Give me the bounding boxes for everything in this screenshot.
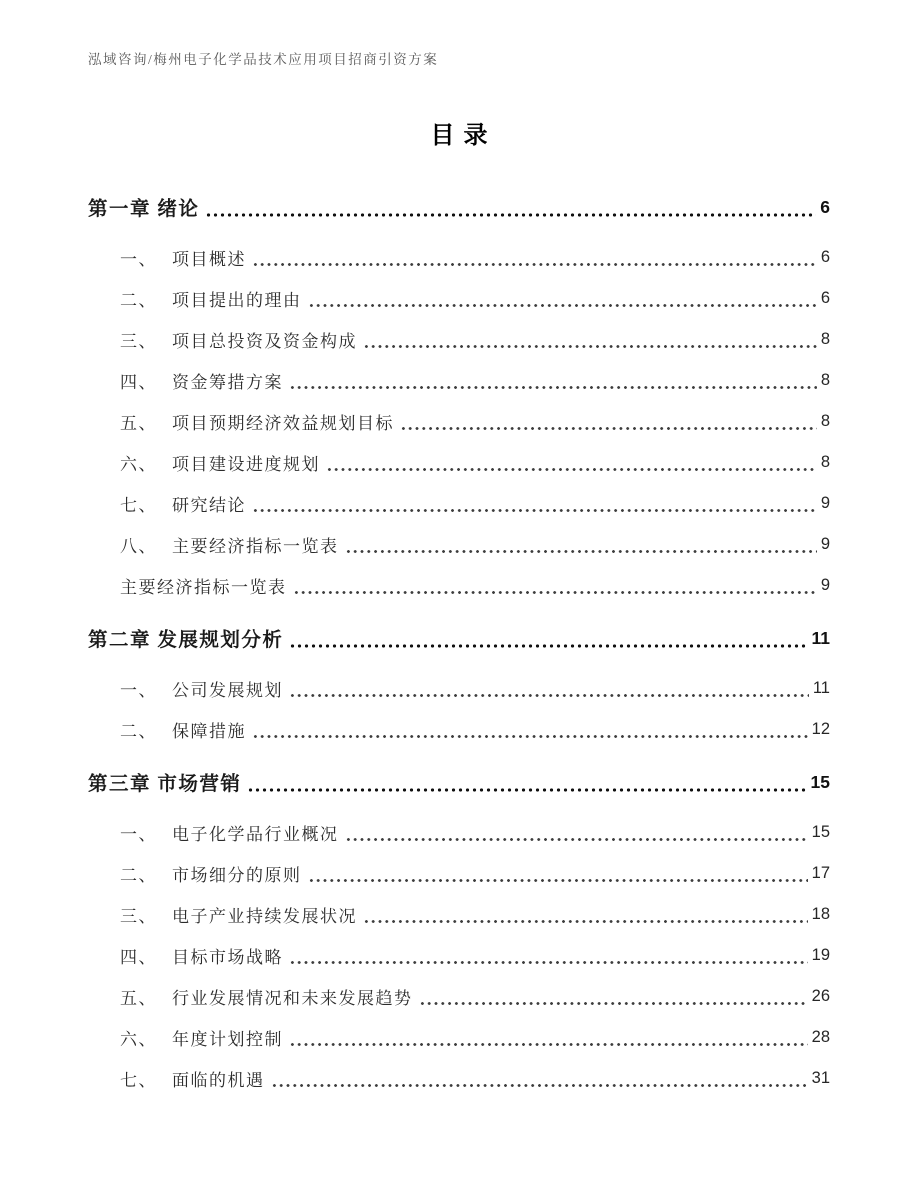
toc-item-label: 研究结论 [172,496,246,515]
dot-leader [308,879,808,882]
dot-leader [252,509,817,512]
dot-leader [400,427,817,430]
toc-item-page: 6 [820,248,830,266]
toc-chapter-row[interactable] [88,612,830,664]
toc-item-label: 保障措施 [172,722,246,741]
toc-chapter-row[interactable] [88,181,830,233]
toc-item-number: 四、 [120,948,157,967]
toc-chapter-label: 第一章 绪论 [88,199,200,220]
toc-item-page: 6 [820,289,830,307]
toc-item-label: 项目总投资及资金构成 [172,332,357,351]
toc-item-number: 五、 [120,414,157,433]
toc-item-row[interactable] [88,668,830,709]
toc-item-label: 行业发展情况和未来发展趋势 [172,989,413,1008]
dot-leader [326,468,817,471]
toc-item-label: 年度计划控制 [172,1030,283,1049]
toc-item-row[interactable] [88,1058,830,1099]
toc-item-row[interactable] [88,709,830,750]
toc-item-row[interactable] [88,565,830,606]
toc-item-row[interactable] [88,976,830,1017]
toc-item-number: 七、 [120,1071,157,1090]
toc-item-label: 主要经济指标一览表 [120,578,287,597]
toc-item-number: 二、 [120,722,157,741]
toc-item-row[interactable] [88,401,830,442]
toc-item-label: 项目概述 [172,250,246,269]
toc-item-row[interactable] [88,935,830,976]
toc-item-label: 电子化学品行业概况 [172,825,339,844]
toc-item-row[interactable] [88,483,830,524]
toc-item-number: 六、 [120,455,157,474]
dot-leader [363,345,817,348]
toc-item-label: 市场细分的原则 [172,866,302,885]
dot-leader [419,1002,808,1005]
toc-item-page: 15 [811,823,830,841]
toc-item-row[interactable] [88,894,830,935]
toc-item-number: 八、 [120,537,157,556]
toc-chapter-page: 15 [810,771,830,792]
toc-item-page: 8 [820,453,830,471]
dot-leader [293,591,817,594]
document-header: 泓域咨询/梅州电子化学品技术应用项目招商引资方案 [88,52,439,67]
toc-chapter-label: 第三章 市场营销 [88,774,242,795]
dot-leader [289,644,807,648]
toc-item-row[interactable] [88,853,830,894]
toc-item-number: 六、 [120,1030,157,1049]
toc-item-row[interactable] [88,524,830,565]
toc-item-label: 电子产业持续发展状况 [172,907,357,926]
toc-item-page: 9 [820,494,830,512]
toc-item-row[interactable] [88,278,830,319]
toc-item-page: 31 [811,1069,830,1087]
toc-item-row[interactable] [88,1017,830,1058]
dot-leader [345,838,808,841]
toc-item-label: 面临的机遇 [172,1071,265,1090]
toc-item-page: 28 [811,1028,830,1046]
toc-item-page: 11 [812,679,830,697]
toc-item-label: 资金筹措方案 [172,373,283,392]
toc-item-number: 二、 [120,291,157,310]
toc-chapter-row[interactable] [88,756,830,808]
toc-chapter-page: 11 [811,627,830,648]
toc-item-label: 项目预期经济效益规划目标 [172,414,394,433]
toc-item-label: 公司发展规划 [172,681,283,700]
toc-item-label: 主要经济指标一览表 [172,537,339,556]
toc-item-page: 26 [811,987,830,1005]
toc-item-label: 项目建设进度规划 [172,455,320,474]
toc-item-label: 项目提出的理由 [172,291,302,310]
toc-item-number: 三、 [120,332,157,351]
dot-leader [252,735,808,738]
dot-leader [205,213,816,217]
toc-item-row[interactable] [88,237,830,278]
dot-leader [247,788,806,792]
toc-item-number: 七、 [120,496,157,515]
toc-item-page: 9 [820,576,830,594]
toc-item-page: 19 [811,946,830,964]
dot-leader [345,550,817,553]
dot-leader [363,920,808,923]
toc-item-page: 12 [811,720,830,738]
toc-item-number: 一、 [120,825,157,844]
toc-item-row[interactable] [88,812,830,853]
toc-chapter-label: 第二章 发展规划分析 [88,630,284,651]
toc-item-page: 18 [811,905,830,923]
dot-leader [308,304,817,307]
toc-item-page: 8 [820,412,830,430]
toc-item-row[interactable] [88,442,830,483]
dot-leader [289,386,817,389]
toc-item-row[interactable] [88,360,830,401]
toc-item-number: 四、 [120,373,157,392]
dot-leader [289,694,809,697]
toc-item-number: 五、 [120,989,157,1008]
toc-item-row[interactable] [88,319,830,360]
toc-item-label: 目标市场战略 [172,948,283,967]
toc-item-number: 一、 [120,681,157,700]
toc-item-page: 8 [820,371,830,389]
dot-leader [289,961,808,964]
toc-item-number: 三、 [120,907,157,926]
dot-leader [271,1084,808,1087]
dot-leader [252,263,817,266]
toc-chapter-page: 6 [820,196,830,217]
toc-item-number: 二、 [120,866,157,885]
toc-item-page: 8 [820,330,830,348]
toc-item-page: 9 [820,535,830,553]
page-title: 目录 [430,123,497,149]
toc-item-page: 17 [811,864,830,882]
toc-item-number: 一、 [120,250,157,269]
dot-leader [289,1043,808,1046]
